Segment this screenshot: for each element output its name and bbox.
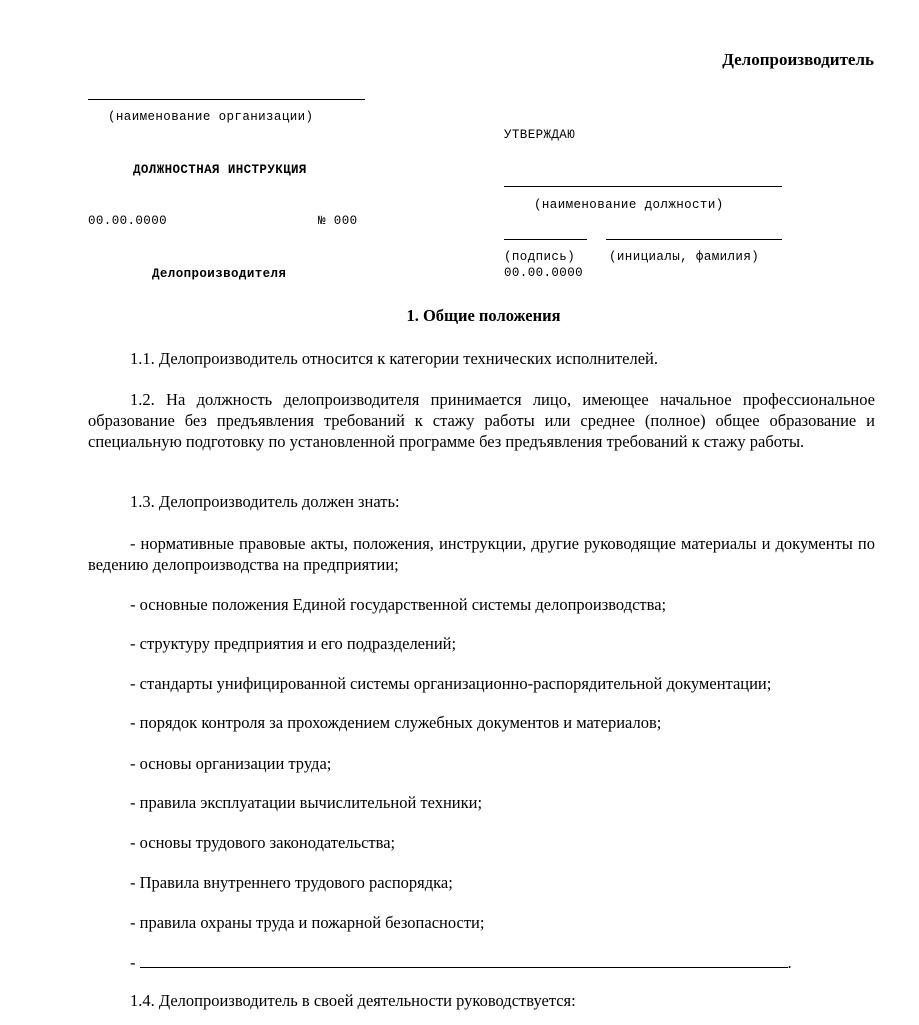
approval-date: 00.00.0000 — [504, 266, 584, 280]
signature-line — [504, 239, 587, 240]
list-item-text: - Правила внутреннего трудового распорядка; — [130, 873, 453, 892]
list-item-text: - стандарты унифицированной системы организационно-распорядительной документации; — [130, 674, 772, 693]
paragraph — [88, 990, 875, 1011]
list-item-text: - правила эксплуатации вычислительной техники; — [130, 793, 483, 812]
list-item — [88, 712, 875, 733]
list-item-text: - структуру предприятия и его подразделений; — [130, 634, 457, 653]
paragraph-text: 1.1. Делопроизводитель относится к категории технических исполнителей. — [130, 349, 658, 368]
list-item — [88, 792, 875, 813]
position-name: Делопроизводителя — [152, 267, 287, 281]
list-item-text: - основы организации труда; — [130, 754, 332, 773]
blank-list-item — [88, 952, 875, 973]
list-item — [88, 872, 875, 893]
paragraph-text: 1.2. На должность делопроизводителя принимается лицо, имеющее начальное профессиональное образование без предъявления требований к стажу работы или среднее (полное) общее образование и специальную подготовку по установленной программе без предъявления требований к стажу работы. — [88, 390, 875, 451]
list-item-text: - основные положения Единой государственной системы делопроизводства; — [130, 595, 667, 614]
paragraph — [88, 491, 875, 512]
initials-line — [606, 239, 782, 240]
approver-position-line — [504, 186, 782, 187]
paragraph-text: 1.3. Делопроизводитель должен знать: — [130, 492, 400, 511]
list-item — [88, 912, 875, 933]
blank-fill-line — [140, 952, 788, 968]
organization-name-line — [88, 99, 365, 100]
list-item — [88, 673, 875, 694]
list-item — [88, 533, 875, 575]
list-item — [88, 633, 875, 654]
document-title: Делопроизводитель — [722, 50, 874, 69]
list-item-text: - нормативные правовые акты, положения, инструкции, другие руководящие материалы и документы по ведению делопроизводства на предприятии; — [88, 534, 875, 574]
initials-label: (инициалы, фамилия) — [609, 250, 760, 264]
list-item — [88, 594, 875, 615]
list-item-text: - правила охраны труда и пожарной безопасности; — [130, 913, 485, 932]
list-item — [88, 753, 875, 774]
approve-label: УТВЕРЖДАЮ — [504, 128, 576, 142]
blank-item-dash: - — [130, 953, 136, 972]
section-heading: 1. Общие положения — [406, 306, 561, 325]
approver-position-label: (наименование должности) — [534, 198, 724, 212]
paragraph-text: 1.4. Делопроизводитель в своей деятельности руководствуется: — [130, 991, 576, 1010]
paragraph — [88, 389, 875, 452]
paragraph — [88, 348, 875, 369]
list-item — [88, 832, 875, 853]
blank-item-period: . — [787, 953, 792, 972]
document-number: № 000 — [318, 214, 358, 228]
organization-name-label: (наименование организации) — [108, 110, 314, 124]
document-date: 00.00.0000 — [88, 214, 168, 228]
signature-label: (подпись) — [504, 250, 576, 264]
list-item-text: - порядок контроля за прохождением служебных документов и материалов; — [130, 713, 662, 732]
list-item-text: - основы трудового законодательства; — [130, 833, 396, 852]
document-type-heading: ДОЛЖНОСТНАЯ ИНСТРУКЦИЯ — [133, 163, 307, 177]
